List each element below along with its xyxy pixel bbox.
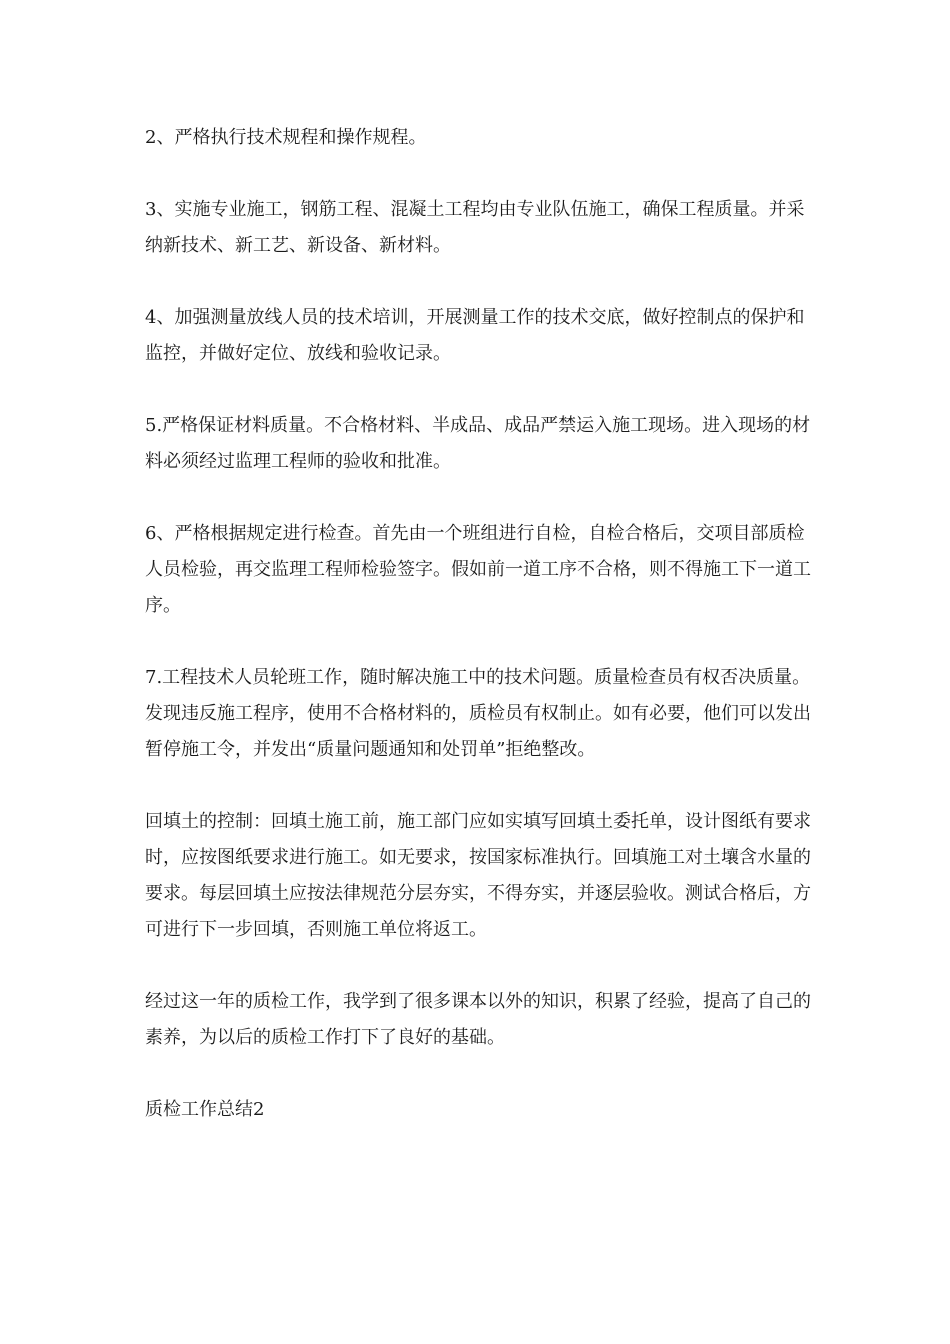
paragraph-item-2: 2、严格执行技术规程和操作规程。 <box>145 127 427 148</box>
section-heading: 质检工作总结2 <box>145 1099 265 1120</box>
paragraph-summary: 经过这一年的质检工作，我学到了很多课本以外的知识，积累了经验，提高了自己的素养，为以后的质检工作打下了良好的基础。 <box>145 991 811 1048</box>
paragraph-item-6: 6、严格根据规定进行检查。首先由一个班组进行自检，自检合格后，交项目部质检人员检验，再交监理工程师检验签字。假如前一道工序不合格，则不得施工下一道工序。 <box>145 523 811 616</box>
paragraph-item-4: 4、加强测量放线人员的技术培训，开展测量工作的技术交底，做好控制点的保护和监控，并做好定位、放线和验收记录。 <box>145 307 805 364</box>
paragraph-item-7: 7.工程技术人员轮班工作，随时解决施工中的技术问题。质量检查员有权否决质量。发现违反施工程序，使用不合格材料的，质检员有权制止。如有必要，他们可以发出暂停施工令，并发出“质量问题通知和处罚单”拒绝整改。 <box>145 667 811 760</box>
paragraph-backfill-control: 回填土的控制：回填土施工前，施工部门应如实填写回填土委托单，设计图纸有要求时，应按图纸要求进行施工。如无要求，按国家标准执行。回填施工对土壤含水量的要求。每层回填土应按法律规范分层夯实，不得夯实，并逐层验收。测试合格后，方可进行下一步回填，否则施工单位将返工。 <box>145 811 811 940</box>
document-body <box>145 120 815 1164</box>
paragraph-item-3: 3、实施专业施工，钢筋工程、混凝土工程均由专业队伍施工，确保工程质量。并采纳新技术、新工艺、新设备、新材料。 <box>145 199 805 256</box>
paragraph-item-5: 5.严格保证材料质量。不合格材料、半成品、成品严禁运入施工现场。进入现场的材料必须经过监理工程师的验收和批准。 <box>145 415 811 472</box>
